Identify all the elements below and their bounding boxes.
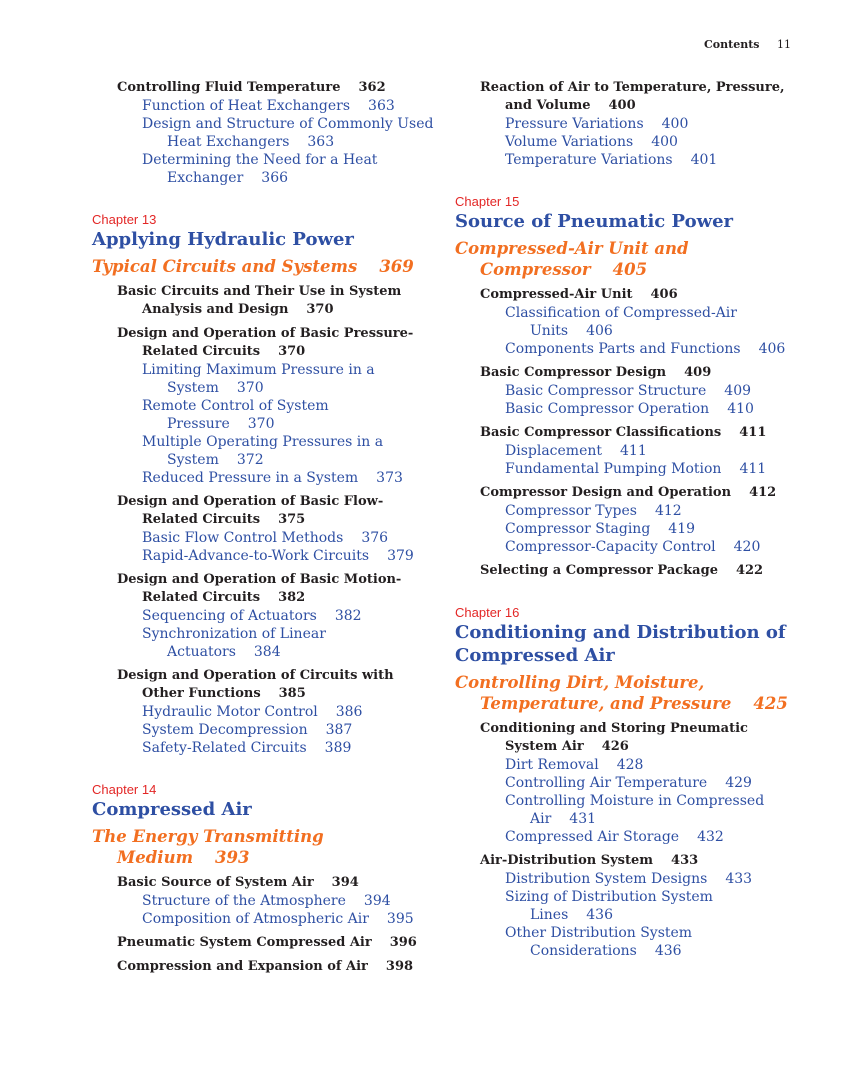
toc-subentry[interactable] — [505, 756, 800, 774]
chapter-16 — [455, 604, 800, 960]
toc-subentry[interactable] — [142, 547, 437, 565]
subentry-page: 394 — [363, 893, 391, 909]
entry-page: 422 — [735, 563, 764, 578]
toc-subentry[interactable] — [142, 739, 437, 757]
subentry-title: Other Distribution System Considerations — [505, 925, 693, 959]
chapter-label: Chapter 16 — [455, 605, 520, 620]
toc-subentry[interactable] — [505, 460, 800, 478]
toc-subentry[interactable] — [505, 115, 800, 133]
entry-page: 433 — [671, 853, 699, 868]
subentry-title: Safety-Related Circuits — [142, 740, 307, 756]
subentry-page: 406 — [758, 341, 786, 357]
left-column — [92, 79, 437, 976]
subentry-page: 410 — [727, 401, 754, 417]
toc-subentry[interactable] — [505, 340, 800, 358]
toc-subentry[interactable] — [505, 828, 800, 846]
entry-title: Design and Operation of Basic Flow-Related Circuits — [117, 494, 384, 527]
entry-title: Controlling Fluid Temperature — [117, 80, 341, 95]
subentry-title: Determining the Need for a Heat Exchanger — [142, 152, 378, 186]
section-title-text: The Energy Transmitting Medium — [92, 827, 324, 867]
entry-page: 412 — [749, 485, 777, 500]
subentry-title: Limiting Maximum Pressure in a System — [142, 362, 375, 396]
entry-title: Design and Operation of Circuits with Other Functions — [117, 668, 394, 701]
subentry-title: Classification of Compressed-Air Units — [505, 305, 737, 339]
toc-entry[interactable] — [117, 571, 437, 607]
subentry-page: 400 — [651, 134, 678, 150]
subentry-page: 382 — [334, 608, 362, 624]
subentry-title: Displacement — [505, 443, 603, 459]
toc-entry[interactable] — [117, 283, 437, 319]
subentry-title: Distribution System Designs — [505, 871, 708, 887]
section-title[interactable] — [455, 672, 800, 714]
subentry-title: Sizing of Distribution System Lines — [505, 889, 713, 923]
subentry-page: 411 — [739, 461, 767, 477]
subentry-title: Sequencing of Actuators — [142, 608, 317, 624]
toc-subentry[interactable] — [142, 910, 437, 928]
subentry-title: Design and Structure of Commonly Used Heat Exchangers — [142, 116, 434, 150]
subentry-title: Controlling Moisture in Compressed Air — [505, 793, 765, 827]
entry-title: Basic Source of System Air — [117, 875, 314, 890]
toc-subentry[interactable] — [142, 703, 437, 721]
chapter-title[interactable]: Source of Pneumatic Power — [455, 211, 734, 232]
toc-subentry[interactable] — [142, 115, 437, 151]
entry-title: Compression and Expansion of Air — [117, 959, 368, 974]
chapter-15 — [455, 193, 800, 580]
section-page: 425 — [753, 694, 788, 713]
subentry-title: Compressed Air Storage — [505, 829, 680, 845]
toc-subentry[interactable] — [505, 400, 800, 418]
entry-page: 382 — [278, 590, 306, 605]
toc-entry[interactable] — [480, 364, 800, 382]
entry-page: 396 — [389, 935, 417, 950]
toc-entry[interactable] — [117, 667, 437, 703]
running-head — [704, 38, 791, 51]
chapter-title[interactable]: Compressed Air — [92, 799, 252, 820]
subentry-page: 433 — [725, 871, 753, 887]
subentry-page: 429 — [725, 775, 752, 791]
toc-subentry[interactable] — [505, 538, 800, 556]
subentry-page: 395 — [386, 911, 414, 927]
entry-title: Design and Operation of Basic Motion-Related Circuits — [117, 572, 402, 605]
subentry-page: 363 — [368, 98, 395, 114]
subentry-page: 400 — [661, 116, 689, 132]
entry-title: Basic Compressor Classifications — [480, 425, 722, 440]
subentry-page: 370 — [247, 416, 275, 432]
section-title-text: Compressed-Air Unit and Compressor — [455, 239, 689, 279]
toc-entry[interactable] — [480, 484, 800, 502]
right-column — [455, 79, 800, 960]
toc-subentry[interactable] — [505, 502, 800, 520]
toc-entry[interactable] — [480, 424, 800, 442]
chapter-title[interactable]: Applying Hydraulic Power — [92, 229, 354, 250]
top-entries — [455, 79, 800, 169]
subentry-page: 432 — [697, 829, 724, 845]
entry-title: Pneumatic System Compressed Air — [117, 935, 372, 950]
toc-subentry[interactable] — [505, 133, 800, 151]
subentry-page: 431 — [569, 811, 597, 827]
entry-page: 370 — [306, 302, 334, 317]
toc-subentry[interactable] — [505, 792, 800, 828]
chapter-14 — [92, 781, 437, 976]
chapter-label: Chapter 13 — [92, 212, 157, 227]
section-page: 405 — [612, 260, 648, 279]
section-title[interactable] — [455, 238, 800, 280]
subentry-page: 411 — [620, 443, 647, 459]
subentry-title: Controlling Air Temperature — [505, 775, 708, 791]
toc-subentry[interactable] — [505, 924, 800, 960]
entry-title: Conditioning and Storing Pneumatic System Air — [480, 721, 748, 754]
chapter-13 — [92, 211, 437, 757]
subentry-title: Remote Control of System Pressure — [142, 398, 329, 432]
entry-page: 426 — [601, 739, 629, 754]
toc-subentry[interactable] — [505, 870, 800, 888]
subentry-title: Function of Heat Exchangers — [142, 98, 351, 114]
subentry-page: 436 — [586, 907, 613, 923]
subentry-title: Components Parts and Functions — [505, 341, 741, 357]
subentry-title: Compressor Staging — [505, 521, 651, 537]
subentry-title: Compressor-Capacity Control — [505, 539, 716, 555]
toc-subentry[interactable] — [142, 892, 437, 910]
entry-page: 362 — [358, 80, 386, 95]
entry-title: Air-Distribution System — [480, 853, 654, 868]
toc-entry[interactable] — [117, 958, 437, 976]
subentry-page: 436 — [654, 943, 682, 959]
subentry-title: Temperature Variations — [505, 152, 673, 168]
toc-entry[interactable] — [117, 79, 437, 97]
entry-title: Basic Circuits and Their Use in System Analysis and Design — [117, 284, 402, 317]
entry-title: Selecting a Compressor Package — [480, 563, 718, 578]
top-entries — [92, 79, 437, 187]
toc-subentry[interactable] — [505, 304, 800, 340]
section-title-text: Typical Circuits and Systems — [92, 257, 358, 276]
subentry-page: 412 — [654, 503, 682, 519]
section-title[interactable] — [92, 826, 437, 868]
entry-page: 398 — [385, 959, 414, 974]
subentry-title: Pressure Variations — [505, 116, 644, 132]
toc-subentry[interactable] — [142, 151, 437, 187]
running-head-title: Contents — [704, 38, 760, 51]
toc-subentry[interactable] — [142, 433, 437, 469]
subentry-page: 373 — [376, 470, 403, 486]
subentry-page: 419 — [668, 521, 696, 537]
section-page: 393 — [215, 848, 250, 867]
section-title[interactable] — [92, 256, 437, 277]
toc-subentry[interactable] — [505, 151, 800, 169]
subentry-title: Basic Compressor Structure — [505, 383, 707, 399]
subentry-title: Synchronization of Linear Actuators — [142, 626, 326, 660]
subentry-page: 363 — [307, 134, 335, 150]
entry-title: Design and Operation of Basic Pressure-Related Circuits — [117, 326, 414, 359]
subentry-page: 387 — [325, 722, 353, 738]
entry-page: 406 — [650, 287, 678, 302]
subentry-title: Structure of the Atmosphere — [142, 893, 346, 909]
entry-page: 394 — [331, 875, 359, 890]
subentry-title: Composition of Atmospheric Air — [142, 911, 369, 927]
subentry-page: 376 — [361, 530, 389, 546]
toc-subentry[interactable] — [505, 382, 800, 400]
toc-subentry[interactable] — [142, 721, 437, 739]
subentry-page: 366 — [261, 170, 289, 186]
entry-title: Compressed-Air Unit — [480, 287, 633, 302]
subentry-page: 379 — [387, 548, 414, 564]
toc-subentry[interactable] — [505, 774, 800, 792]
subentry-title: Rapid-Advance-to-Work Circuits — [142, 548, 370, 564]
subentry-page: 370 — [236, 380, 264, 396]
entry-page: 409 — [684, 365, 712, 380]
subentry-title: Reduced Pressure in a System — [142, 470, 359, 486]
toc-entry[interactable] — [480, 852, 800, 870]
toc-subentry[interactable] — [142, 397, 437, 433]
toc-entry[interactable] — [480, 720, 800, 756]
toc-entry[interactable] — [117, 934, 437, 952]
subentry-page: 389 — [324, 740, 352, 756]
subentry-title: Compressor Types — [505, 503, 637, 519]
subentry-title: Hydraulic Motor Control — [142, 704, 318, 720]
subentry-title: Dirt Removal — [505, 757, 599, 773]
toc-entry[interactable] — [480, 286, 800, 304]
entry-title: Compressor Design and Operation — [480, 485, 732, 500]
subentry-page: 401 — [690, 152, 718, 168]
toc-subentry[interactable] — [142, 625, 437, 661]
toc-entry[interactable] — [480, 79, 800, 115]
subentry-page: 372 — [236, 452, 264, 468]
chapter-label: Chapter 15 — [455, 194, 520, 209]
subentry-page: 409 — [724, 383, 752, 399]
entry-page: 400 — [608, 98, 636, 113]
toc-entry[interactable] — [117, 325, 437, 361]
entry-page: 375 — [278, 512, 306, 527]
toc-subentry[interactable] — [142, 97, 437, 115]
subentry-title: System Decompression — [142, 722, 308, 738]
subentry-page: 406 — [586, 323, 613, 339]
entry-page: 370 — [278, 344, 306, 359]
entry-page: 385 — [278, 686, 306, 701]
section-page: 369 — [379, 257, 414, 276]
toc-subentry[interactable] — [142, 469, 437, 487]
subentry-title: Volume Variations — [505, 134, 634, 150]
subentry-page: 428 — [616, 757, 644, 773]
toc-subentry[interactable] — [142, 607, 437, 625]
subentry-page: 384 — [253, 644, 281, 660]
toc-subentry[interactable] — [505, 520, 800, 538]
running-head-page-number: 11 — [777, 38, 791, 51]
toc-entry[interactable] — [117, 874, 437, 892]
entry-title: Basic Compressor Design — [480, 365, 667, 380]
entry-title: Reaction of Air to Temperature, Pressure, and Volume — [480, 80, 785, 113]
toc-subentry[interactable] — [142, 529, 437, 547]
subentry-title: Basic Flow Control Methods — [142, 530, 344, 546]
subentry-title: Fundamental Pumping Motion — [505, 461, 722, 477]
chapter-title[interactable]: Conditioning and Distribution of Compressed Air — [455, 622, 786, 666]
subentry-page: 386 — [335, 704, 363, 720]
subentry-title: Multiple Operating Pressures in a System — [142, 434, 384, 468]
toc-subentry[interactable] — [505, 888, 800, 924]
toc-subentry[interactable] — [142, 361, 437, 397]
toc-entry[interactable] — [480, 562, 800, 580]
entry-page: 411 — [739, 425, 767, 440]
chapter-label: Chapter 14 — [92, 782, 157, 797]
toc-entry[interactable] — [117, 493, 437, 529]
subentry-page: 420 — [733, 539, 761, 555]
section-title-text: Controlling Dirt, Moisture, Temperature, and Pressure — [455, 673, 732, 713]
subentry-title: Basic Compressor Operation — [505, 401, 710, 417]
toc-subentry[interactable] — [505, 442, 800, 460]
